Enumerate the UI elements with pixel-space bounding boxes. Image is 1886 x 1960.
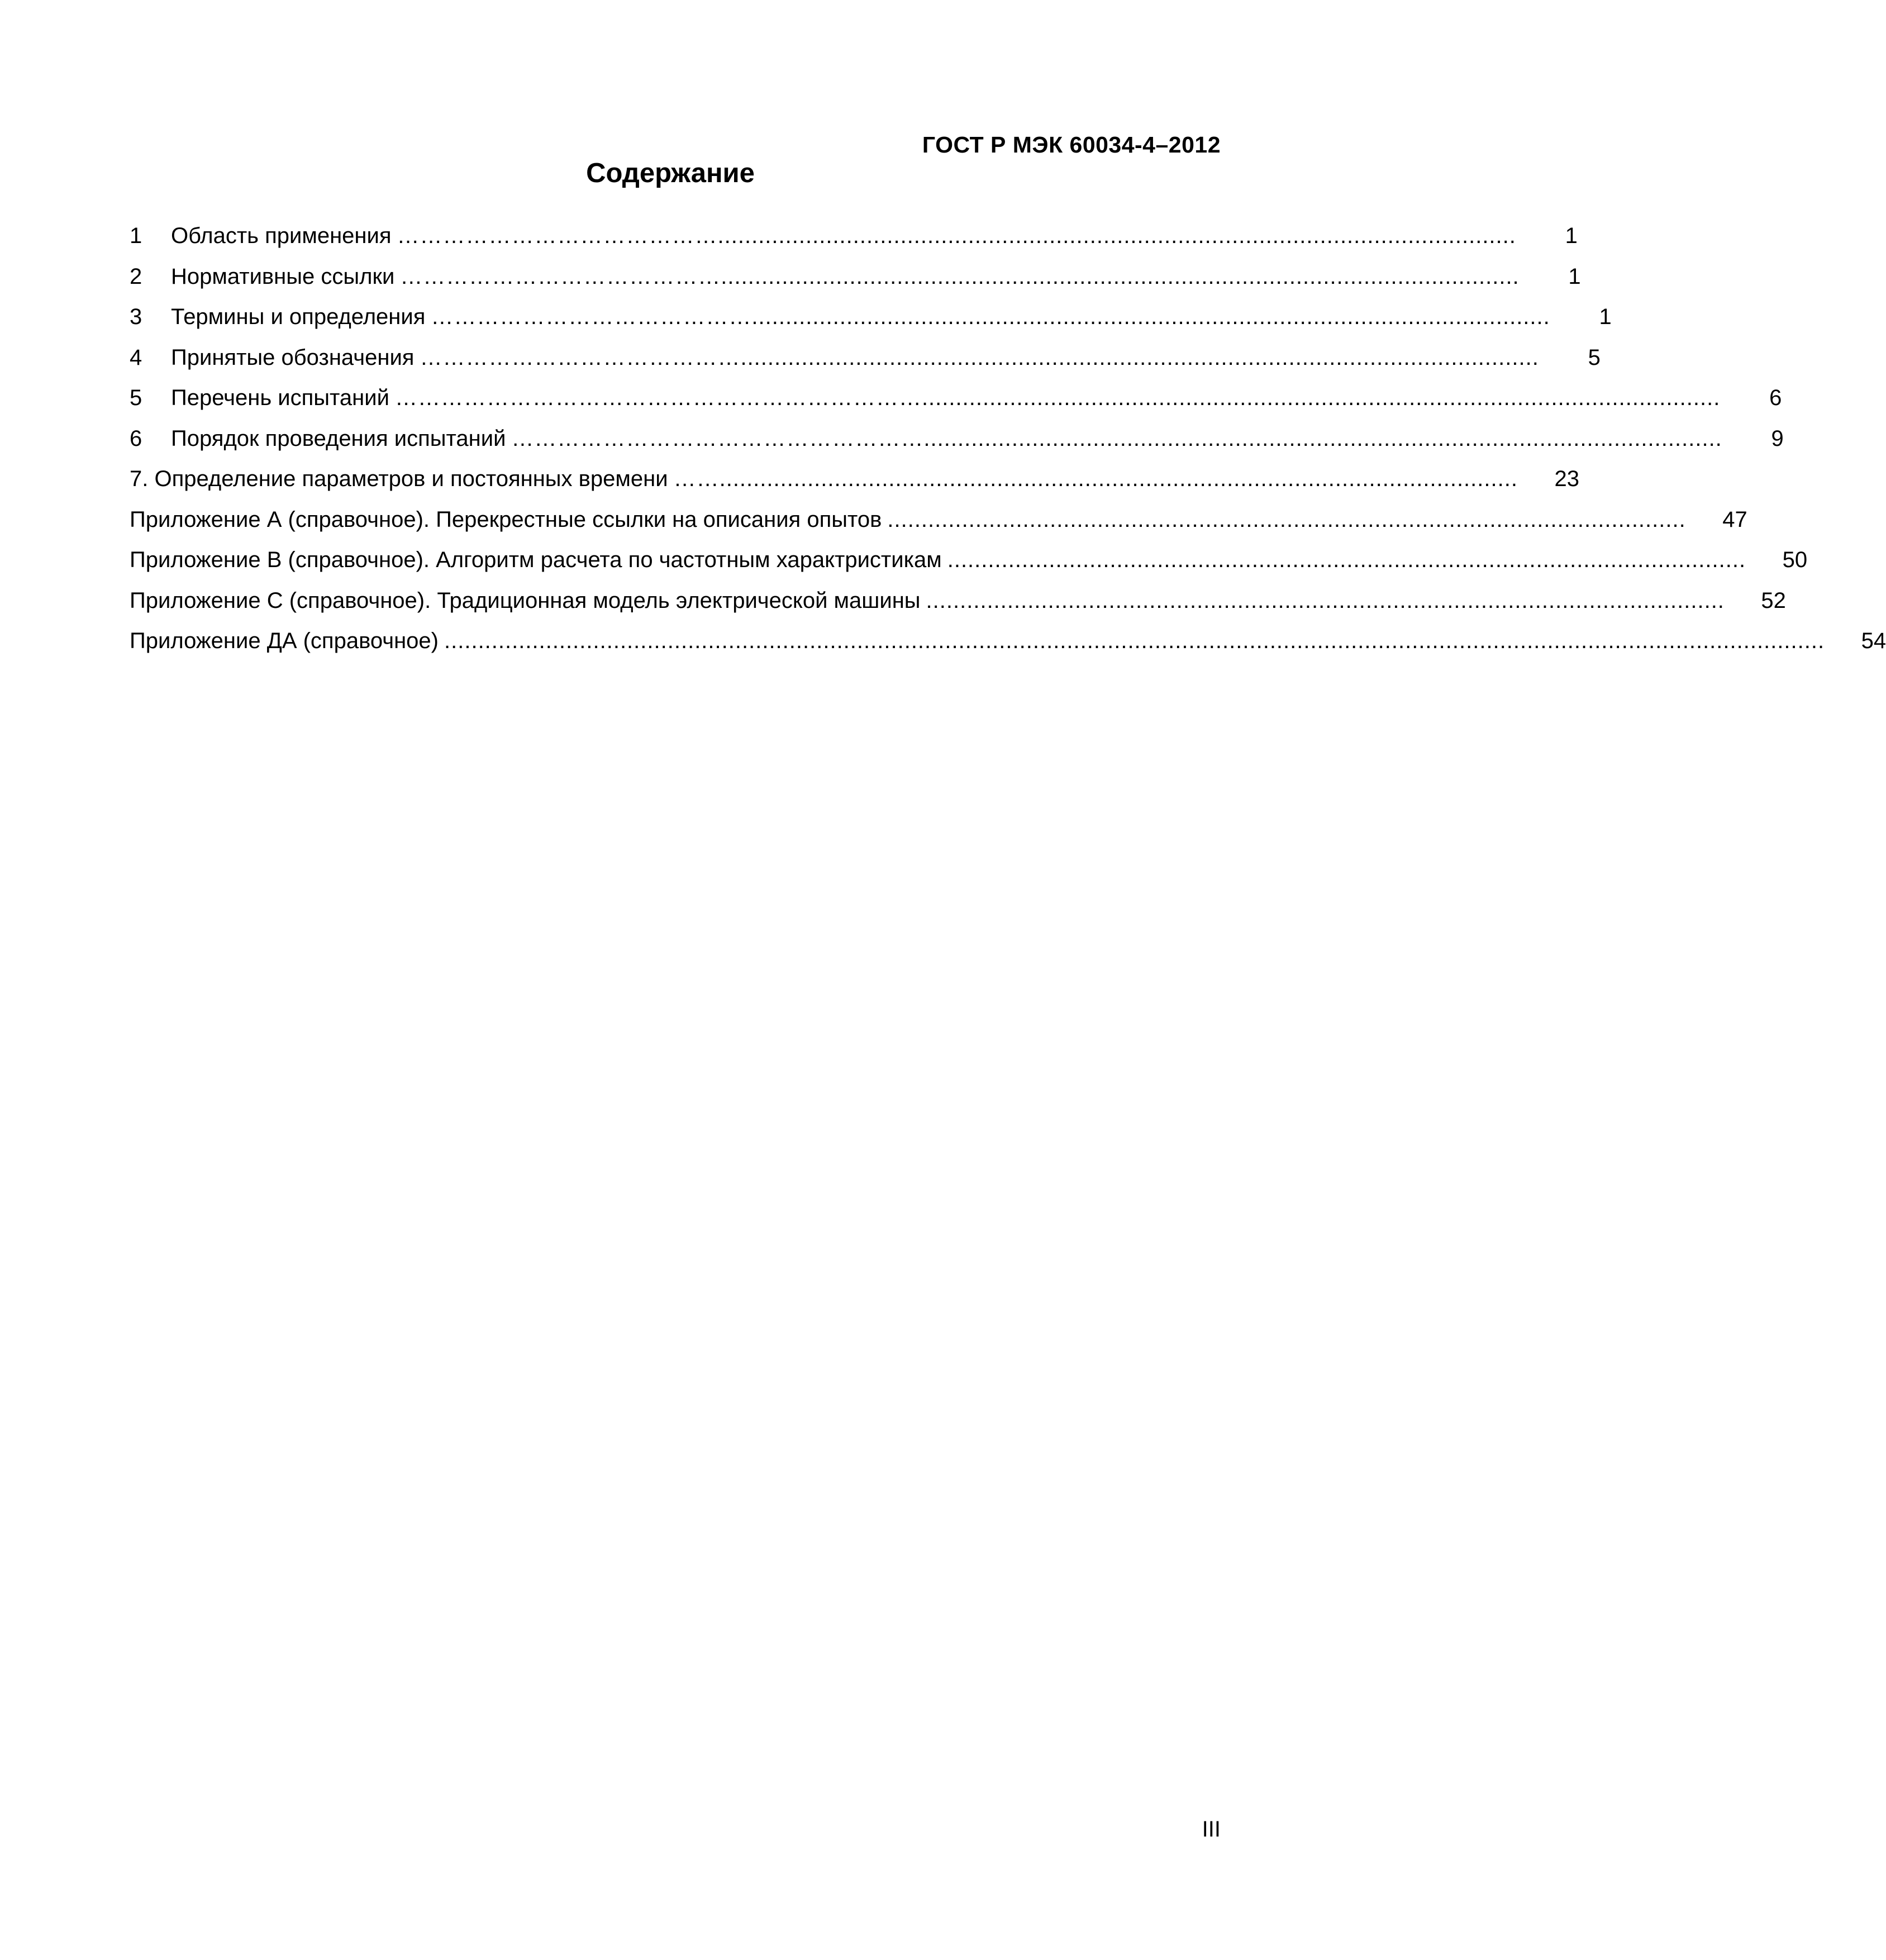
toc-item-page: 52 xyxy=(1761,588,1786,613)
toc-title: Содержание xyxy=(586,158,755,188)
toc-item-leader: ...................................................................................................................... xyxy=(947,548,1746,572)
toc-item-page: 1 xyxy=(1568,264,1581,289)
toc-item-page: 6 xyxy=(1769,386,1782,410)
toc-item-page: 23 xyxy=(1554,467,1579,491)
toc-item-leader: ………………………………………………...................................................................................................................... xyxy=(511,426,1722,451)
toc-item-label: Приложение В (справочное). Алгоритм расчета по частотным характристикам xyxy=(130,548,942,572)
toc-item-label: Нормативные ссылки xyxy=(171,264,395,289)
toc-item-label: Перечень испытаний xyxy=(171,386,389,410)
toc-item-leader: ...................................................................................................................... xyxy=(926,588,1725,613)
toc-item-page: 1 xyxy=(1599,305,1612,329)
toc-item-leader: ............................................................................................................................................................................................................ xyxy=(444,629,1825,653)
toc-item-leader: ……………………………………...................................................................................................................... xyxy=(420,345,1539,370)
toc-item-number: 5 xyxy=(130,386,142,410)
toc-list xyxy=(130,219,1886,665)
toc-item-label: Термины и определения xyxy=(171,305,426,329)
toc-item[interactable] xyxy=(130,503,1747,544)
toc-item-page: 9 xyxy=(1771,426,1784,451)
toc-item-leader: ...................................................................................................................... xyxy=(887,507,1686,532)
toc-item[interactable] xyxy=(130,260,1581,301)
document-code: ГОСТ Р МЭК 60034-4–2012 xyxy=(922,132,1221,158)
toc-item[interactable] xyxy=(130,300,1612,341)
page-number: III xyxy=(1202,1817,1221,1842)
toc-item[interactable] xyxy=(130,543,1808,584)
toc-item[interactable] xyxy=(130,381,1782,422)
toc-item-leader: ……………………………………………………………...................................................................................................................... xyxy=(394,386,1721,410)
toc-item[interactable] xyxy=(130,341,1601,382)
toc-item-label: Приложение С (справочное). Традиционная модель электрической машины xyxy=(130,588,921,613)
toc-item[interactable] xyxy=(130,422,1784,463)
toc-item-number: 3 xyxy=(130,305,142,329)
toc-item[interactable] xyxy=(130,584,1786,625)
toc-item-number: 4 xyxy=(130,345,142,370)
toc-item[interactable] xyxy=(130,624,1886,665)
toc-item-label: Принятые обозначения xyxy=(171,345,415,370)
toc-item-number: 1 xyxy=(130,223,142,248)
toc-item-page: 50 xyxy=(1782,548,1808,572)
toc-item-label: Порядок проведения испытаний xyxy=(171,426,506,451)
toc-item-label: Приложение А (справочное). Перекрестные ссылки на описания опытов xyxy=(130,507,882,532)
toc-item-label: 7. Определение параметров и постоянных времени xyxy=(130,467,668,491)
toc-item-page: 54 xyxy=(1861,629,1886,653)
toc-item-leader: ……………………………………...................................................................................................................... xyxy=(400,264,1520,289)
toc-item-number: 6 xyxy=(130,426,142,451)
toc-item-leader: ……………………………………...................................................................................................................... xyxy=(431,305,1550,329)
toc-item-page: 47 xyxy=(1722,507,1747,532)
toc-item-page: 5 xyxy=(1588,345,1601,370)
toc-item-label: Область применения xyxy=(171,223,392,248)
toc-item[interactable] xyxy=(130,219,1578,260)
toc-item-page: 1 xyxy=(1565,223,1578,248)
toc-item[interactable] xyxy=(130,462,1579,503)
toc-item-leader: ……………………………………...................................................................................................................... xyxy=(397,223,1516,248)
toc-item-leader: ……...................................................................................................................... xyxy=(673,467,1518,491)
toc-item-number: 2 xyxy=(130,264,142,289)
toc-item-label: Приложение ДА (справочное) xyxy=(130,629,439,653)
